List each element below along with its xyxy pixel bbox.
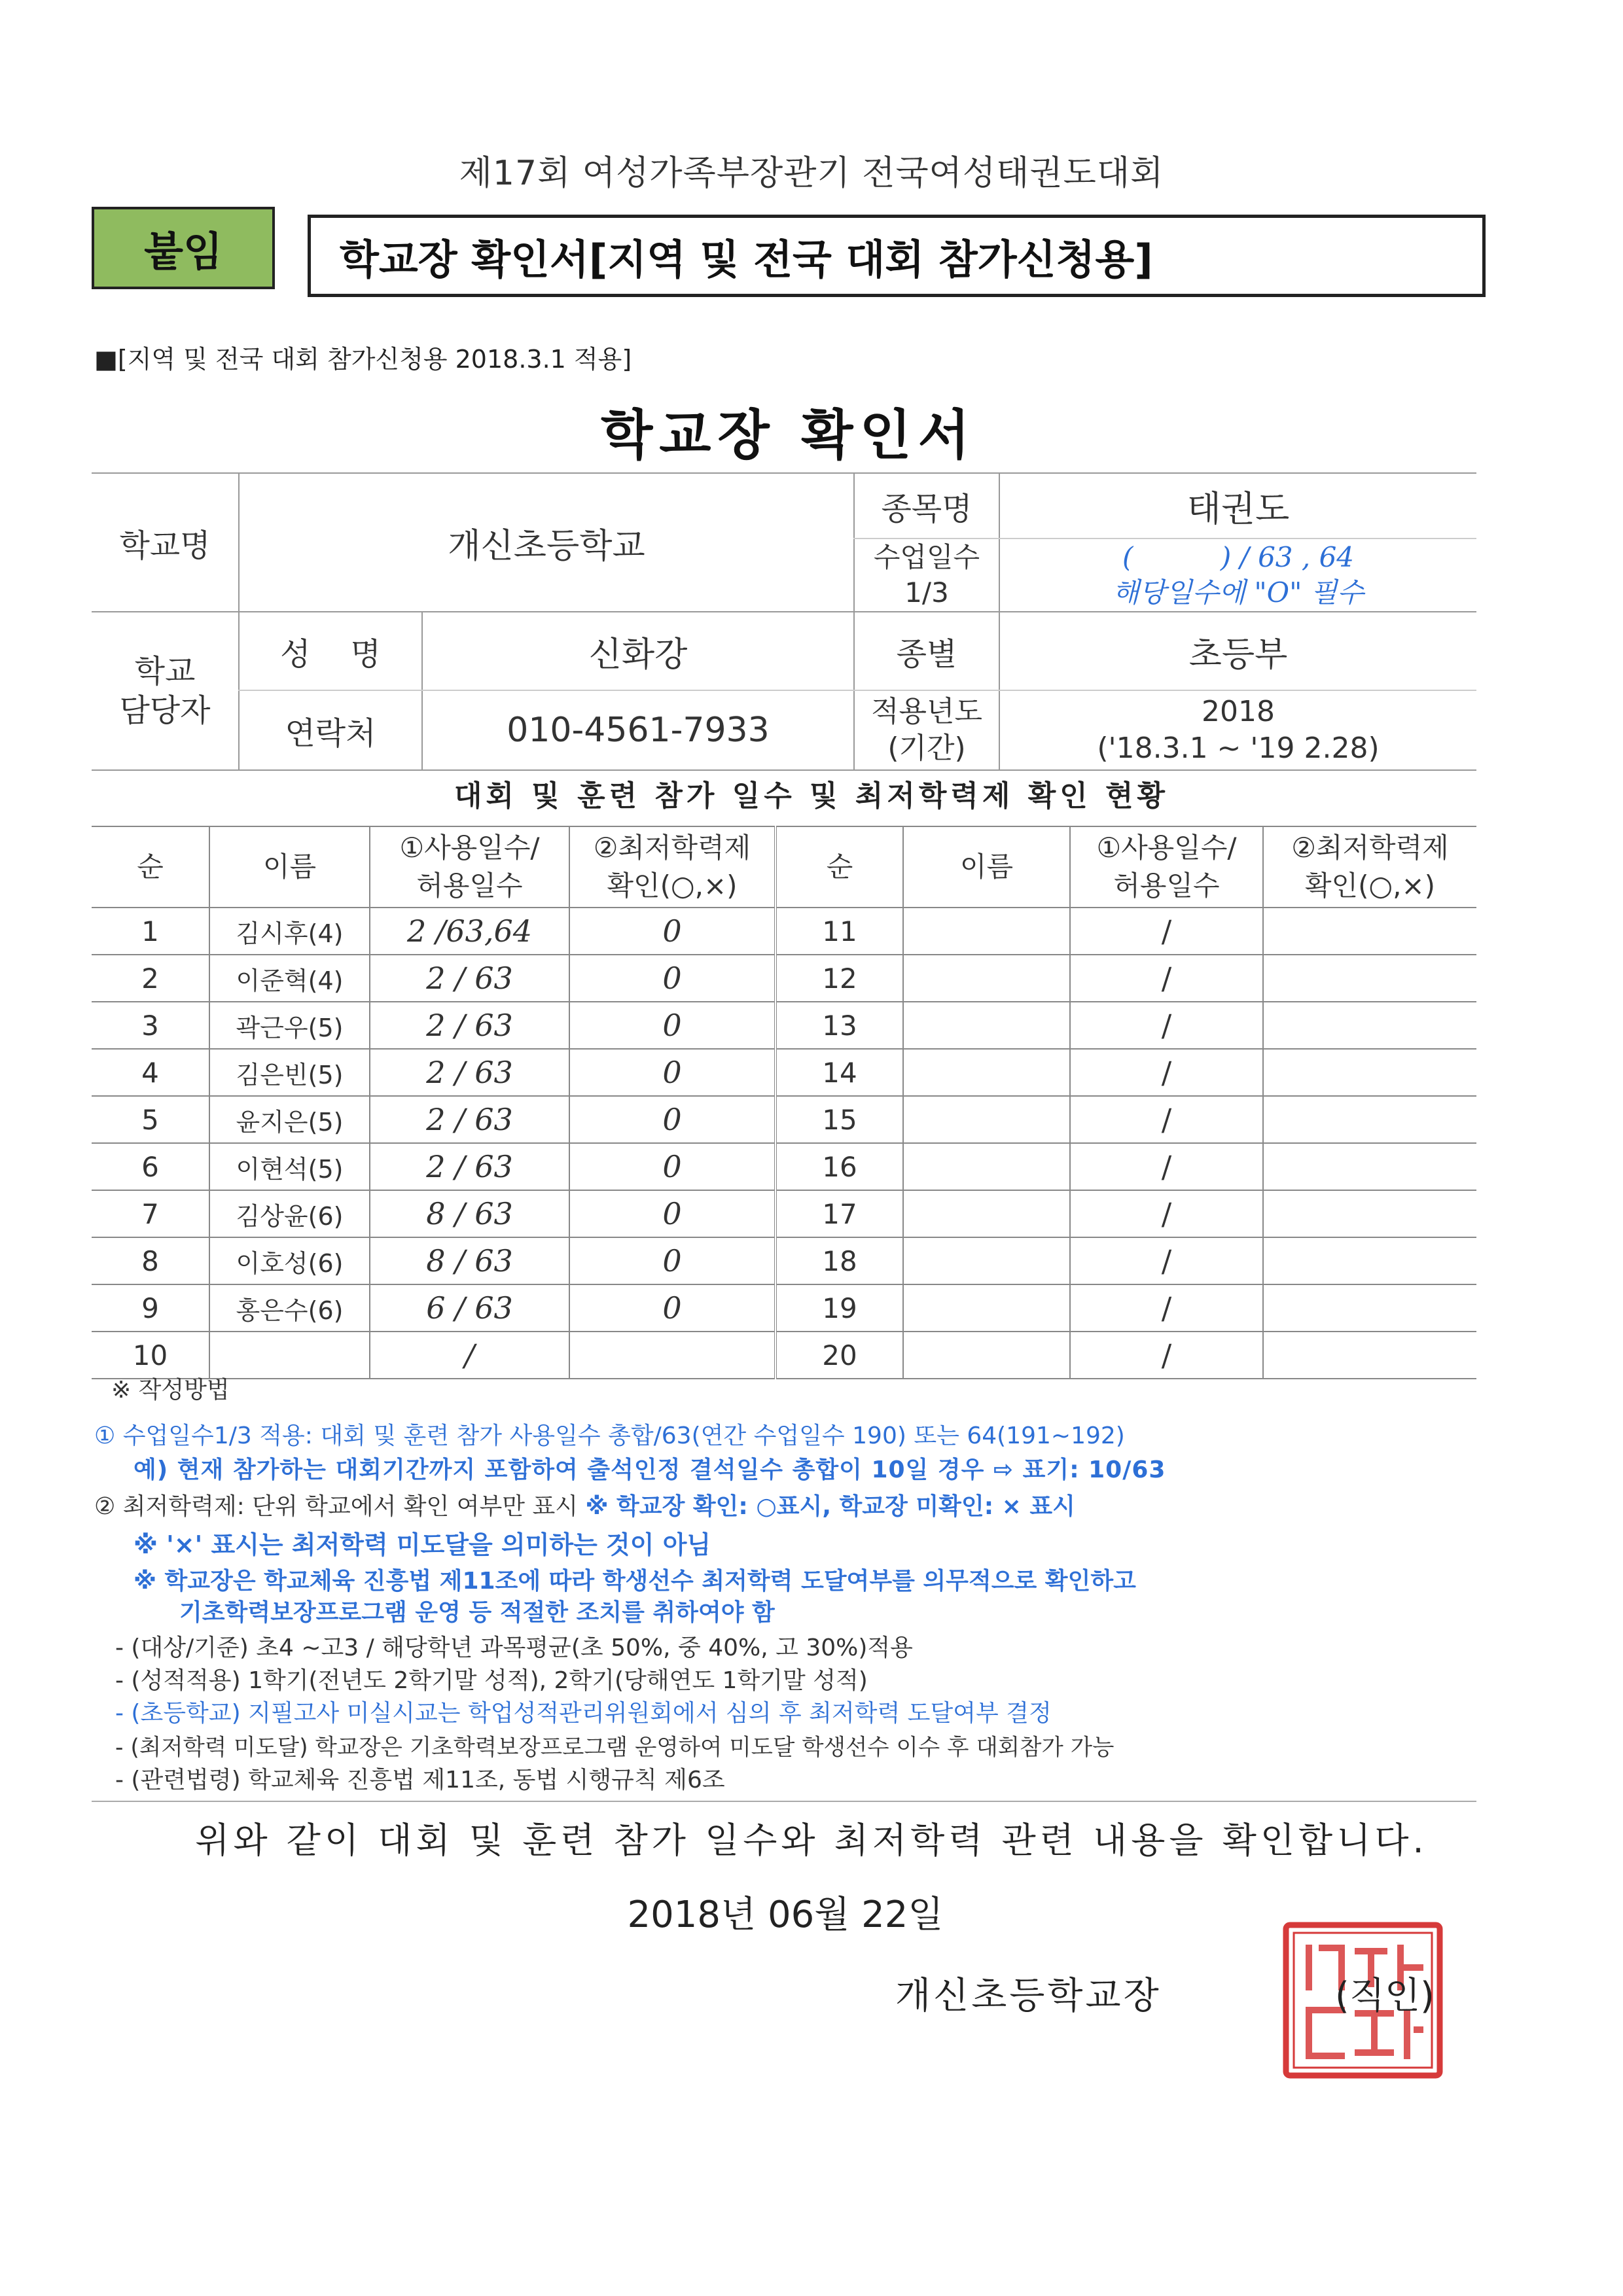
table-row xyxy=(92,1190,1476,1237)
row-number: 2 xyxy=(92,955,209,1002)
row-number: 18 xyxy=(776,1237,903,1284)
header-name: 이름 xyxy=(209,826,370,908)
min-grade-check xyxy=(1263,1237,1476,1284)
method-line5: ※ 학교장은 학교체육 진흥법 제11조에 따라 학생선수 최저학력 도달여부를 의무적으로 확인하고 xyxy=(134,1568,1136,1595)
application-note: ■[지역 및 전국 대회 참가신청용 2018.3.1 적용] xyxy=(94,345,632,374)
table-row xyxy=(92,1237,1476,1284)
min-grade-check: 0 xyxy=(569,1002,776,1049)
seal-stroke xyxy=(1306,2007,1312,2059)
method-line3-emphasis: ※ 학교장 확인: ○표시, 학교장 미확인: × 표시 xyxy=(585,1493,1075,1520)
table-row xyxy=(92,1002,1476,1049)
min-grade-check xyxy=(1263,1002,1476,1049)
days-used: / xyxy=(1070,1002,1263,1049)
athlete-name: 김시후(4) xyxy=(209,908,370,955)
athlete-name xyxy=(903,1049,1070,1096)
table-row xyxy=(92,1284,1476,1332)
seal-stroke xyxy=(1306,2053,1345,2059)
attachment-badge: 붙임 xyxy=(92,207,275,289)
athlete-name xyxy=(903,1096,1070,1143)
min-grade-check: 0 xyxy=(569,1284,776,1332)
athlete-name: 이준혁(4) xyxy=(209,955,370,1002)
days-used: 8 / 63 xyxy=(370,1190,569,1237)
year-value-line1: 2018 xyxy=(1202,695,1275,728)
header-days-line1: ①사용일수/ xyxy=(399,832,540,864)
min-grade-check xyxy=(1263,1049,1476,1096)
method-line8: - (성적적용) 1학기(전년도 2학기말 성적), 2학기(당해연도 1학기말 성적) xyxy=(115,1667,868,1694)
table-row xyxy=(92,1049,1476,1096)
row-number: 1 xyxy=(92,908,209,955)
seal-label: (직인) xyxy=(1335,1975,1435,2017)
method-line9: - (초등학교) 지필고사 미실시교는 학업성적관리위원회에서 심의 후 최저학력 도달여부 결정 xyxy=(115,1700,1052,1727)
principal-name: 개신초등학교장 xyxy=(895,1975,1162,2017)
year-label-line2: (기간) xyxy=(887,732,966,765)
contact-label-line1: 학교 xyxy=(134,653,196,690)
row-number: 20 xyxy=(776,1332,903,1379)
school-name-value: 개신초등학교 xyxy=(239,473,854,612)
min-grade-check: 0 xyxy=(569,908,776,955)
method-line3-text: ② 최저학력제: 단위 학교에서 확인 여부만 표시 xyxy=(94,1493,586,1520)
days-used: 2 /63,64 xyxy=(370,908,569,955)
seal-stroke xyxy=(1306,1945,1312,1990)
row-number: 16 xyxy=(776,1143,903,1190)
table-row xyxy=(92,1143,1476,1190)
phone-label: 연락처 xyxy=(239,690,422,770)
year-label-line1: 적용년도 xyxy=(870,695,982,728)
row-number: 14 xyxy=(776,1049,903,1096)
division-label: 종별 xyxy=(854,612,999,690)
min-grade-check: 0 xyxy=(569,1049,776,1096)
athlete-name: 김은빈(5) xyxy=(209,1049,370,1096)
roster-title: 대회 및 훈련 참가 일수 및 최저학력제 확인 현황 xyxy=(454,779,1169,813)
method-divider xyxy=(92,1801,1476,1802)
event-name-label: 종목명 xyxy=(854,473,999,539)
class-days-label-line2: 1/3 xyxy=(904,576,949,609)
min-grade-check: 0 xyxy=(569,955,776,1002)
class-days-value-line1: ( ) / 63 , 64 xyxy=(1122,541,1355,573)
roster-header-row xyxy=(92,826,1476,908)
days-used: / xyxy=(370,1332,569,1379)
days-used: 6 / 63 xyxy=(370,1284,569,1332)
days-used: / xyxy=(1070,955,1263,1002)
athlete-name: 이호성(6) xyxy=(209,1237,370,1284)
row-number: 12 xyxy=(776,955,903,1002)
row-number: 5 xyxy=(92,1096,209,1143)
header-name-right: 이름 xyxy=(903,826,1070,908)
row-number: 13 xyxy=(776,1002,903,1049)
row-number: 11 xyxy=(776,908,903,955)
row-number: 7 xyxy=(92,1190,209,1237)
table-row xyxy=(92,908,1476,955)
method-line11: - (관련법령) 학교체육 진흥법 제11조, 동법 시행규칙 제6조 xyxy=(115,1767,725,1793)
phone-value: 010-4561-7933 xyxy=(422,690,854,770)
header-days-right-line1: ①사용일수/ xyxy=(1096,832,1237,864)
days-used: / xyxy=(1070,1143,1263,1190)
min-grade-check xyxy=(1263,1096,1476,1143)
athlete-name xyxy=(903,1284,1070,1332)
row-number: 4 xyxy=(92,1049,209,1096)
contact-label-line2: 담당자 xyxy=(119,692,211,729)
confirmation-statement: 위와 같이 대회 및 훈련 참가 일수와 최저학력 관련 내용을 확인합니다. xyxy=(195,1820,1428,1861)
year-label xyxy=(854,690,999,770)
person-name-label: 성 명 xyxy=(239,612,422,690)
athlete-name xyxy=(903,955,1070,1002)
min-grade-check: 0 xyxy=(569,1190,776,1237)
signature-date: 2018년 06월 22일 xyxy=(627,1894,944,1936)
min-grade-check xyxy=(1263,908,1476,955)
page-title: 학교장 확인서 xyxy=(601,404,976,467)
min-grade-check: 0 xyxy=(569,1237,776,1284)
days-used: / xyxy=(1070,1190,1263,1237)
days-used: 2 / 63 xyxy=(370,1002,569,1049)
writing-method xyxy=(92,1371,1492,1793)
contact-label xyxy=(92,612,239,770)
seal-stroke xyxy=(1414,2026,1423,2033)
header-no: 순 xyxy=(92,826,209,908)
school-name-label: 학교명 xyxy=(92,473,239,612)
days-used: 8 / 63 xyxy=(370,1237,569,1284)
year-value xyxy=(999,690,1476,770)
days-used: / xyxy=(1070,1049,1263,1096)
person-name-value: 신화강 xyxy=(422,612,854,690)
header-grade-line1: ②최저학력제 xyxy=(593,832,751,864)
athlete-name: 김상윤(6) xyxy=(209,1190,370,1237)
header-grade-right xyxy=(1263,826,1476,908)
header-grade-right-line2: 확인(○,×) xyxy=(1304,870,1436,902)
header-days xyxy=(370,826,569,908)
seal-stroke xyxy=(1355,2049,1394,2056)
attachment-title: 학교장 확인서[지역 및 전국 대회 참가신청용] xyxy=(308,215,1486,297)
athlete-name: 홍은수(6) xyxy=(209,1284,370,1332)
method-line2: 예) 현재 참가하는 대회기간까지 포함하여 출석인정 결석일수 총합이 10일 경우 ⇨ 표기: 10/63 xyxy=(134,1457,1166,1483)
days-used: 2 / 63 xyxy=(370,1143,569,1190)
min-grade-check xyxy=(1263,955,1476,1002)
athlete-name: 이현석(5) xyxy=(209,1143,370,1190)
header-days-line2: 허용일수 xyxy=(416,870,523,902)
athlete-name xyxy=(903,1143,1070,1190)
table-row xyxy=(92,955,1476,1002)
event-name-value: 태권도 xyxy=(999,473,1476,539)
event-title: 제17회 여성가족부장관기 전국여성태권도대회 xyxy=(459,154,1164,193)
header-days-right xyxy=(1070,826,1263,908)
division-value: 초등부 xyxy=(999,612,1476,690)
min-grade-check: 0 xyxy=(569,1096,776,1143)
header-grade xyxy=(569,826,776,908)
row-number: 10 xyxy=(92,1332,209,1379)
header-days-right-line2: 허용일수 xyxy=(1113,870,1220,902)
header-grade-line2: 확인(○,×) xyxy=(607,870,738,902)
days-used: / xyxy=(1070,1096,1263,1143)
row-number: 6 xyxy=(92,1143,209,1190)
days-used: / xyxy=(1070,1284,1263,1332)
days-used: / xyxy=(1070,908,1263,955)
header-no-right: 순 xyxy=(776,826,903,908)
days-used: 2 / 63 xyxy=(370,955,569,1002)
athlete-name xyxy=(903,908,1070,955)
min-grade-check xyxy=(1263,1190,1476,1237)
row-number: 3 xyxy=(92,1002,209,1049)
table-row xyxy=(92,1096,1476,1143)
class-days-value-line2: 해당일수에 "O" 필수 xyxy=(1113,576,1364,609)
method-line6: 기초학력보장프로그램 운영 등 적절한 조치를 취하여야 함 xyxy=(179,1599,775,1626)
min-grade-check xyxy=(1263,1284,1476,1332)
method-heading: ※ 작성방법 xyxy=(111,1377,230,1404)
row-number: 8 xyxy=(92,1237,209,1284)
days-used: / xyxy=(1070,1332,1263,1379)
athlete-name: 윤지은(5) xyxy=(209,1096,370,1143)
method-line7: - (대상/기준) 초4 ~고3 / 해당학년 과목평균(초 50%, 중 40%, 고 30%)적용 xyxy=(115,1634,913,1661)
row-number: 9 xyxy=(92,1284,209,1332)
method-line3 xyxy=(94,1488,1075,1521)
year-value-line2: ('18.3.1 ~ '19 2.28) xyxy=(1097,732,1380,765)
method-line10: - (최저학력 미도달) 학교장은 기초학력보장프로그램 운영하여 미도달 학생선수 이수 후 대회참가 가능 xyxy=(115,1735,1115,1761)
min-grade-check: 0 xyxy=(569,1143,776,1190)
roster-table xyxy=(92,826,1476,1379)
class-days-label-line1: 수업일수 xyxy=(873,541,980,573)
athlete-name xyxy=(903,1237,1070,1284)
athlete-name xyxy=(903,1002,1070,1049)
row-number: 19 xyxy=(776,1284,903,1332)
athlete-name: 곽근우(5) xyxy=(209,1002,370,1049)
header-grade-right-line1: ②최저학력제 xyxy=(1291,832,1449,864)
class-days-value xyxy=(999,539,1476,612)
min-grade-check xyxy=(1263,1143,1476,1190)
days-used: 2 / 63 xyxy=(370,1096,569,1143)
method-line4: ※ '×' 표시는 최저학력 미도달을 의미하는 것이 아님 xyxy=(134,1530,711,1559)
days-used: / xyxy=(1070,1237,1263,1284)
school-info-table xyxy=(92,472,1476,771)
class-days-label xyxy=(854,539,999,612)
athlete-name xyxy=(903,1190,1070,1237)
row-number: 15 xyxy=(776,1096,903,1143)
row-number: 17 xyxy=(776,1190,903,1237)
method-line1: ① 수업일수1/3 적용: 대회 및 훈련 참가 사용일수 총합/63(연간 수업일수 190) 또는 64(191~192) xyxy=(94,1422,1125,1449)
days-used: 2 / 63 xyxy=(370,1049,569,1096)
